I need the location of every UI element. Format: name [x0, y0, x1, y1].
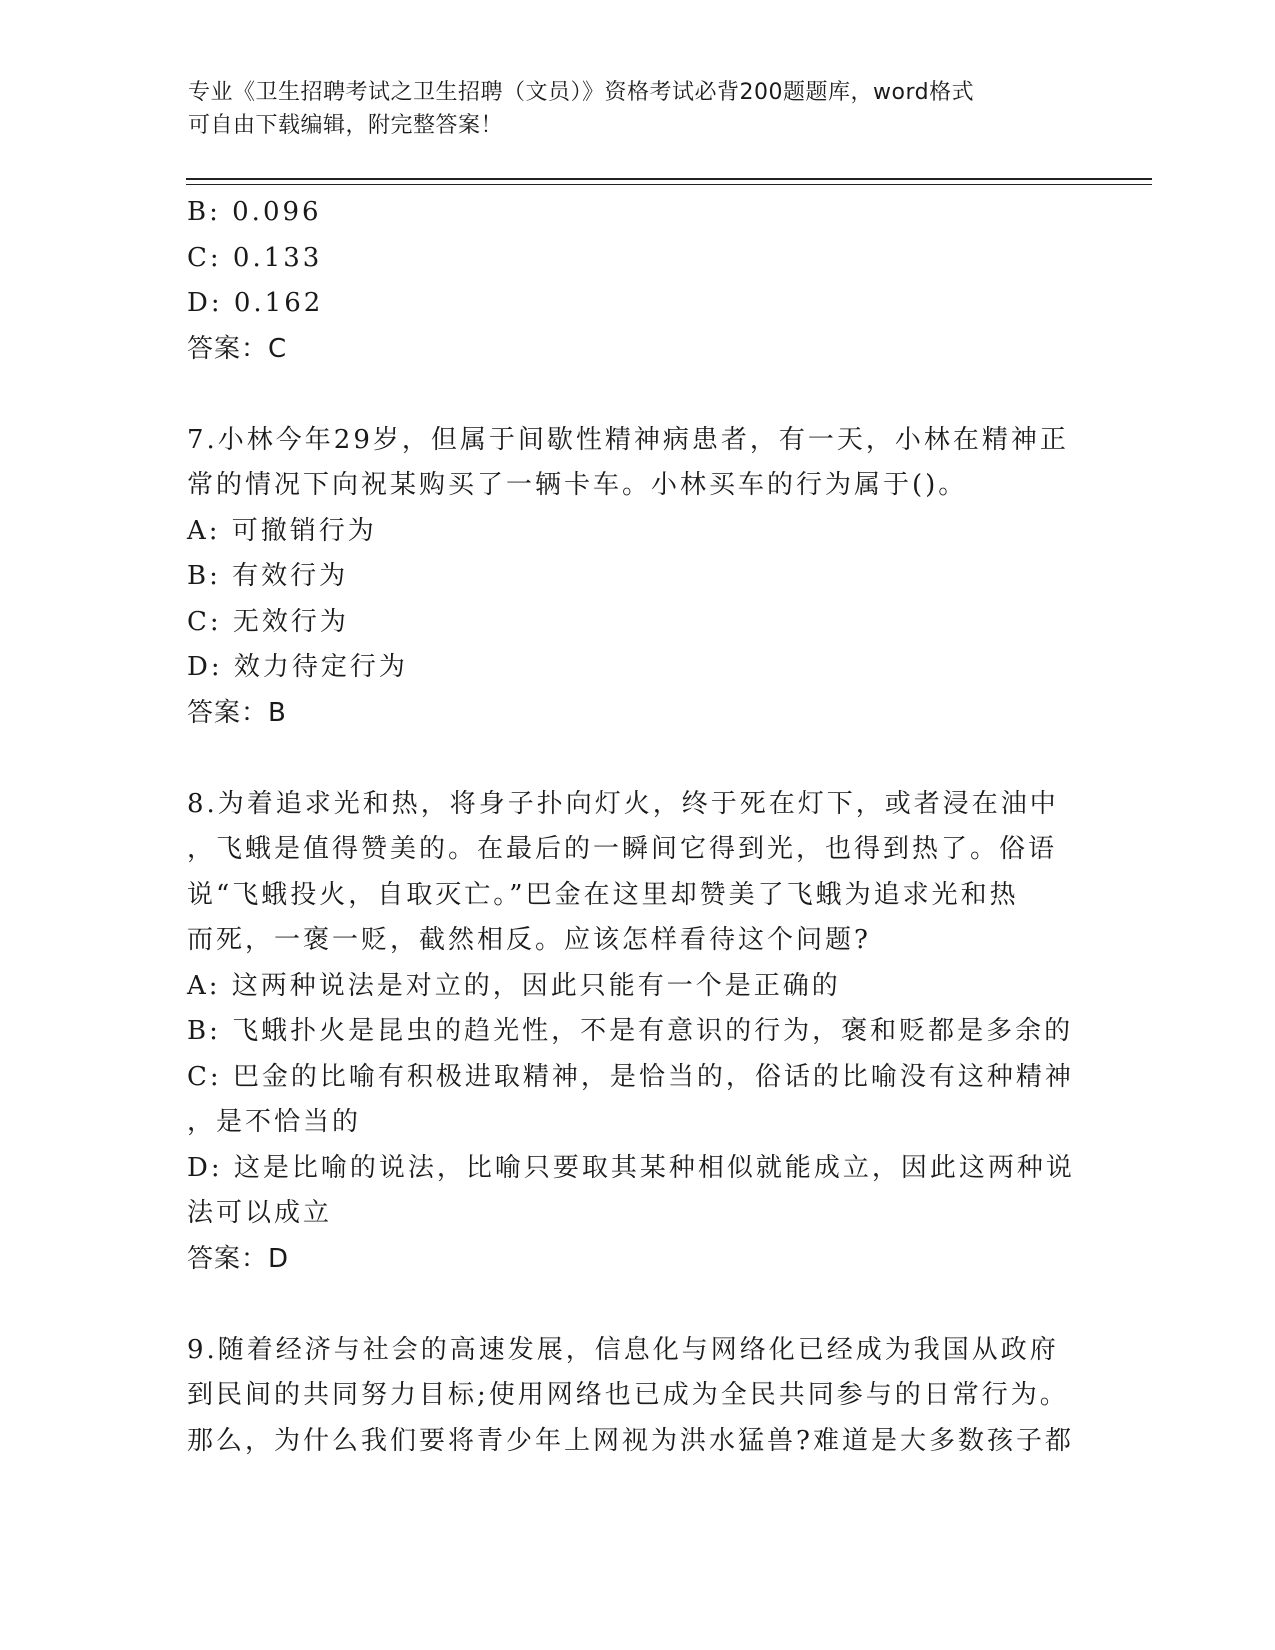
- question-stem-line: 那么，为什么我们要将青少年上网视为洪水猛兽?难道是大多数孩子都: [187, 1425, 1074, 1456]
- question-6-tail: [187, 190, 1077, 372]
- option-b: B: 飞蛾扑火是昆虫的趋光性，不是有意识的行为，褒和贬都是多余的: [187, 1016, 1074, 1046]
- question-8: [187, 782, 1077, 1283]
- page-header: [188, 76, 1068, 142]
- header-line-2: 可自由下载编辑，附完整答案！: [188, 113, 504, 138]
- spacer: [187, 372, 1077, 418]
- option-a: A: 可撤销行为: [187, 515, 377, 546]
- answer-line: 答案：C: [187, 333, 288, 364]
- option-c: C: 无效行为: [187, 606, 349, 637]
- question-stem-line: 7.小林今年29岁，但属于间歇性精神病患者，有一天，小林在精神正: [187, 424, 1069, 455]
- spacer: [187, 1282, 1077, 1328]
- header-divider-thin: [186, 184, 1152, 185]
- question-stem-line: 到民间的共同努力目标;使用网络也已成为全民共同参与的日常行为。: [187, 1380, 1069, 1410]
- option-d: D: 0.162: [187, 288, 324, 318]
- question-stem-line: 常的情况下向祝某购买了一辆卡车。小林买车的行为属于()。: [187, 470, 968, 500]
- header-divider-thick: [186, 178, 1152, 180]
- option-d-continued: 法可以成立: [187, 1198, 333, 1228]
- question-stem-line: ，飞蛾是值得赞美的。在最后的一瞬间它得到光，也得到热了。俗语: [187, 834, 1058, 864]
- option-c: C: 0.133: [187, 242, 323, 273]
- question-stem-line: 说“飞蛾投火，自取灭亡。”巴金在这里却赞美了飞蛾为追求光和热: [187, 879, 1019, 910]
- option-b: B: 有效行为: [187, 561, 349, 591]
- answer-line: 答案：B: [187, 697, 287, 728]
- option-c: C: 巴金的比喻有积极进取精神，是恰当的，俗话的比喻没有这种精神: [187, 1061, 1074, 1092]
- question-7: [187, 418, 1077, 737]
- question-stem-line: 8.为着追求光和热，将身子扑向灯火，终于死在灯下，或者浸在油中: [187, 788, 1059, 819]
- option-c-continued: ，是不恰当的: [187, 1107, 362, 1137]
- question-content: [187, 190, 1077, 1464]
- question-stem-line: 而死，一褒一贬，截然相反。应该怎样看待这个问题?: [187, 925, 871, 955]
- spacer: [187, 736, 1077, 782]
- option-b: B: 0.096: [187, 197, 322, 227]
- header-line-1: 专业《卫生招聘考试之卫生招聘（文员）》资格考试必背200题题库，word格式: [188, 80, 975, 105]
- option-d: D: 效力待定行为: [187, 652, 408, 682]
- option-a: A: 这两种说法是对立的，因此只能有一个是正确的: [187, 970, 841, 1001]
- option-d: D: 这是比喻的说法，比喻只要取其某种相似就能成立，因此这两种说: [187, 1152, 1075, 1183]
- question-9: [187, 1328, 1077, 1465]
- question-stem-line: 9.随着经济与社会的高速发展，信息化与网络化已经成为我国从政府: [187, 1334, 1059, 1365]
- answer-line: 答案：D: [187, 1243, 290, 1274]
